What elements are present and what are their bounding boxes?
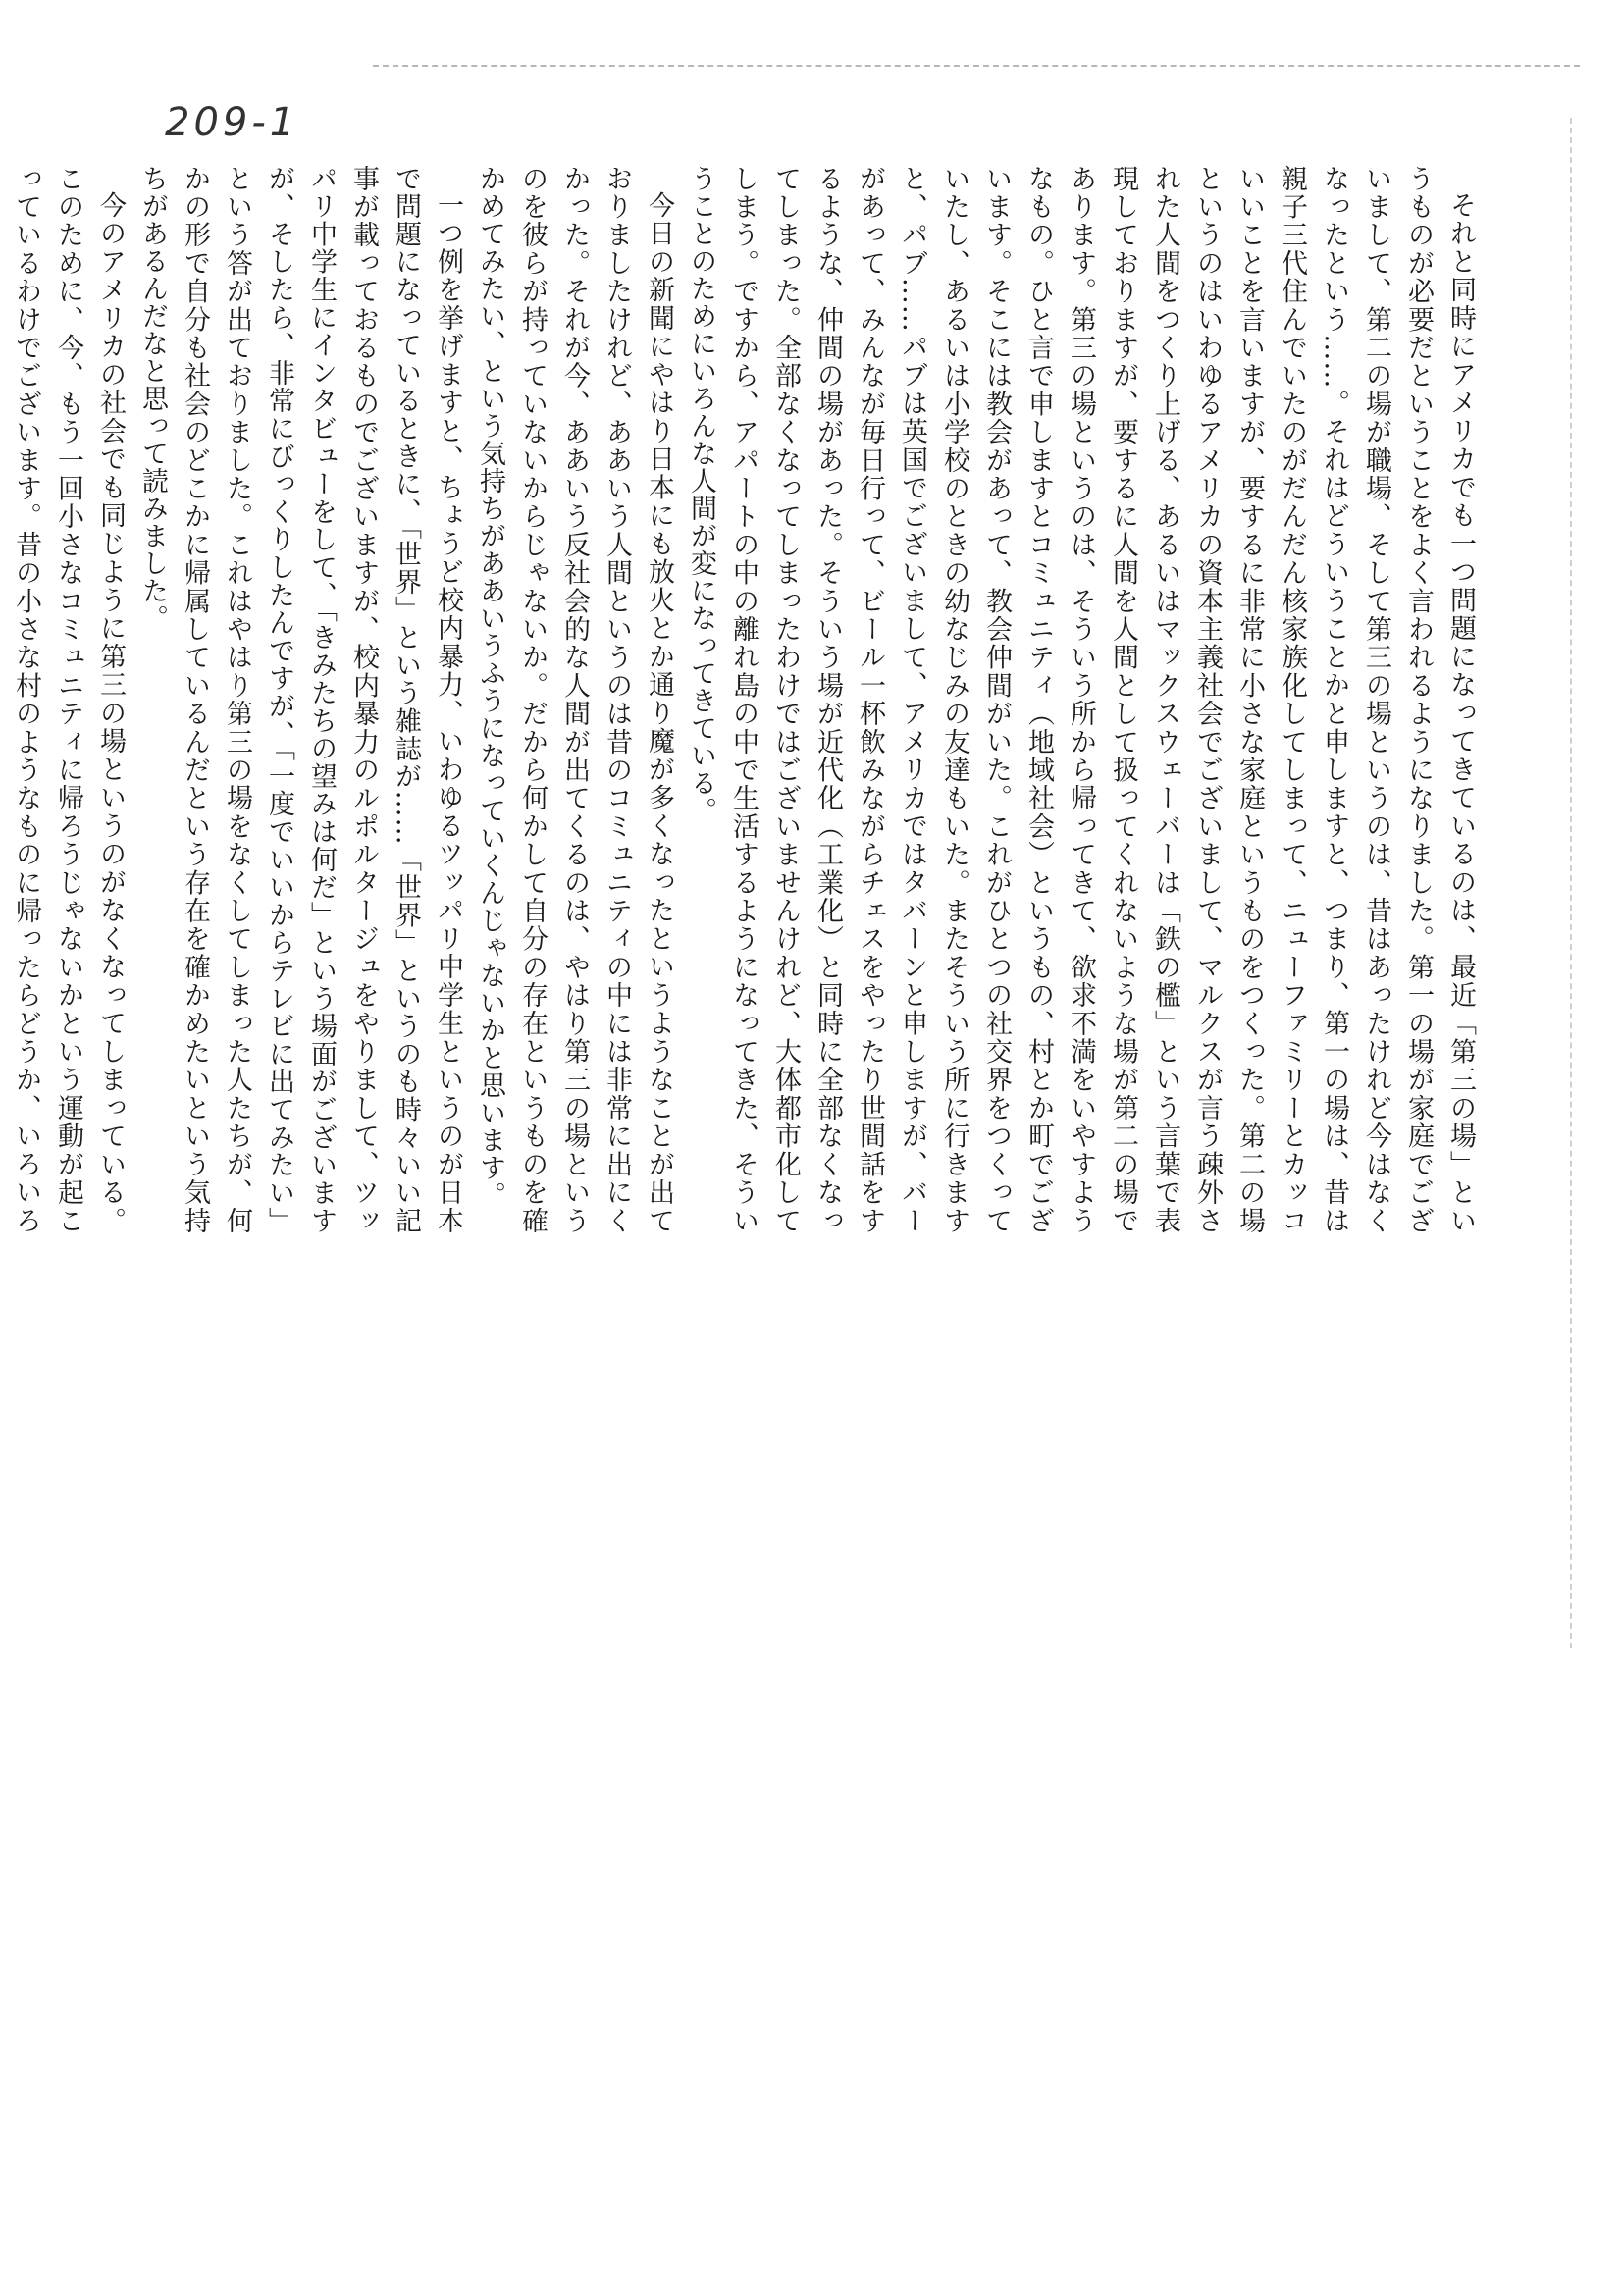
- vertical-text-body: [11, 165, 1482, 1235]
- paragraph-3: 一つ例を挙げますと、ちょうど校内暴力、いわゆるツッパリ中学生というのが日本で問題になっているときに、「世界」という雑誌が……「世界」というのも時々いい記事が載っておるものでございますが、校内暴力のルポルタージュをやりまして、ツッパリ中学生にインタビューをして、「きみたちの望みは何だ」という場面がございますが、そしたら、非常にびっくりしたんですが、「一度でいいからテレビに出てみたい」という答が出ておりました。これはやはり第三の場をなくしてしまった人たちが、何かの形で自分も社会のどこかに帰属しているんだという存在を確かめたいという気持ちがあるんだなと思って読みました。: [137, 165, 463, 1234]
- scan-right-edge-rule: [1570, 118, 1572, 1648]
- paragraph-4: 今のアメリカの社会でも同じように第三の場というのがなくなってしまっている。このために、今、もう一回小さなコミュニティに帰ろうじゃないかという運動が起こっているわけでございます。昔の小さな村のようなものに帰ったらどうか、いろいろ: [11, 165, 126, 1234]
- scan-top-rule: [373, 65, 1580, 67]
- handwritten-page-number: 209-1: [165, 100, 299, 145]
- paragraph-2: 今日の新聞にやはり日本にも放火とか通り魔が多くなったというようなことが出ておりましたけれど、ああいう人間というのは昔のコミュニティの中には非常に出にくかった。それが今、ああいう反社会的な人間が出てくるのは、やはり第三の場というのを彼らが持っていないからじゃないか。だから何かして自分の存在というものを確かめてみたい、という気持ちがああいうふうになっていくんじゃないかと思います。: [475, 165, 674, 1234]
- paragraph-1: それと同時にアメリカでも一つ問題になってきているのは、最近「第三の場」というものが必要だということをよく言われるようになりました。第一の場が家庭でございまして、第二の場が職場、そして第三の場というのは、昔はあったけれど今はなくなったという……。それはどういうことかと申しますと、つまり、第一の場は、昔は親子三代住んでいたのがだんだん核家族化してしまって、ニューファミリーとカッコいいことを言いますが、要するに非常に小さな家庭というものをつくった。第二の場というのはいわゆるアメリカの資本主義社会でございまして、マルクスが言う疎外された人間をつくり上げる、あるいはマックスウェーバーは「鉄の檻」という言葉で表現しておりますが、要するに人間を人間として扱ってくれないような場が第二の場であります。第三の場というのは、そういう所から帰ってきて、欲求不満をいやすようなもの。ひと言で申しますとコミュニティ（地域社会）というもの、村とか町でございます。そこには教会があって、教会仲間がいた。これがひとつの社交界をつくっていたし、あるいは小学校のときの幼なじみの友達もいた。またそういう所に行きますと、パブ……パブは英国でございまして、アメリカではタバーンと申しますが、バーがあって、みんなが毎日行って、ビール一杯飲みながらチェスをやったり世間話をするような、仲間の場があった。そういう場が近代化（工業化）と同時に全部なくなってしまった。全部なくなってしまったわけではございませんけれど、大体都市化してしまう。ですから、アパートの中の離れ島の中で生活するようになってきた、そういうことのためにいろんな人間が変になってきている。: [686, 165, 1476, 1235]
